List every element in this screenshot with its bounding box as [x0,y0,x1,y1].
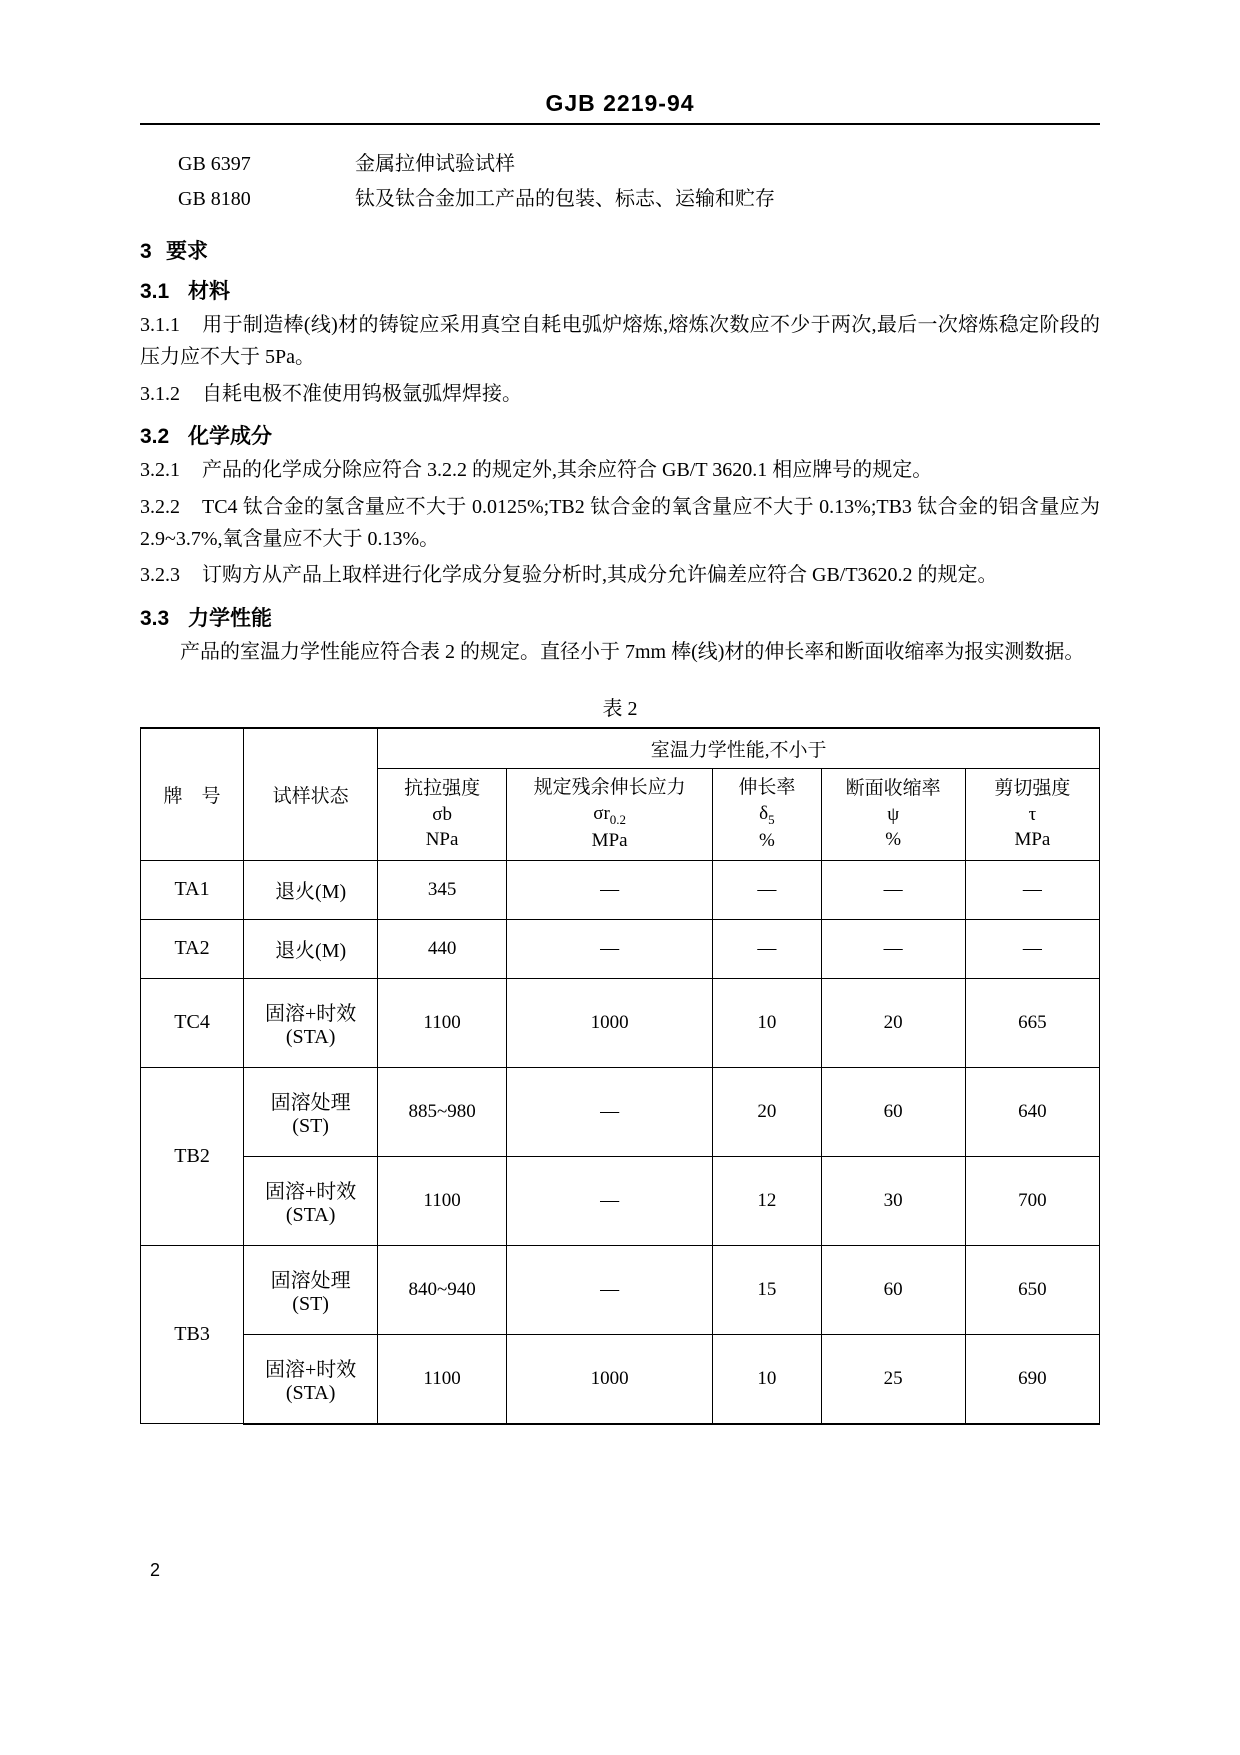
column-header-reduction-unit: % [885,829,902,851]
reference-title: 钛及钛合金加工产品的包装、标志、运输和贮存 [355,188,775,210]
column-header-tensile-name: 抗拉强度 [404,777,481,799]
column-header-state: 试样状态 [244,728,378,860]
table-row [141,919,1100,978]
cell-grade: TA2 [141,919,244,978]
section-title: 材料 [188,280,230,303]
section-title: 化学成分 [188,425,272,449]
cell-elongation: 12 [713,1156,821,1245]
column-header-shear-symbol: τ [1028,803,1037,825]
cell-tensile: 1100 [378,978,507,1067]
column-header-reduction-symbol: ψ [887,803,900,825]
column-header-shear [965,769,1099,861]
cell-tensile: 440 [378,919,507,978]
cell-yield: — [507,1067,713,1156]
section-number: 3.3 [140,606,170,630]
cell-tensile: 1100 [378,1334,507,1424]
cell-shear: 640 [965,1067,1099,1156]
cell-shear: 650 [965,1245,1099,1334]
cell-elongation: 10 [713,978,821,1067]
column-header-reduction [821,769,965,861]
cell-reduction: 60 [821,1067,965,1156]
cell-reduction: — [821,919,965,978]
reference-code: GB 6397 [178,153,251,175]
column-header-grade: 牌 号 [141,728,244,860]
column-header-shear-name: 剪切强度 [994,777,1071,799]
table-row [141,1334,1100,1424]
cell-yield: — [507,1245,713,1334]
cell-state: 固溶+时效 (STA) [244,978,378,1067]
list-item [140,182,1100,217]
clause-number: 3.2.3 [140,564,180,587]
cell-state: 固溶+时效 (STA) [244,1334,378,1424]
cell-tensile: 1100 [378,1156,507,1245]
paragraph-3-1-2 [140,378,1100,410]
section-heading-3 [140,235,1100,265]
cell-tensile: 345 [378,860,507,919]
cell-shear: — [965,860,1099,919]
cell-grade: TB2 [141,1067,244,1245]
cell-yield: 1000 [507,1334,713,1424]
cell-elongation: 10 [713,1334,821,1424]
page-number: 2 [150,1560,161,1580]
cell-reduction: 25 [821,1334,965,1424]
cell-state: 退火(M) [244,860,378,919]
paragraph-3-2-3 [140,559,1100,591]
page-content [140,90,1100,1425]
cell-grade: TB3 [141,1245,244,1424]
clause-number: 3.2.2 [140,495,180,518]
section-heading-3-1 [140,275,1100,305]
section-number: 3.2 [140,425,170,449]
cell-elongation: 15 [713,1245,821,1334]
clause-number: 3.1.1 [140,314,180,336]
cell-elongation: — [713,919,821,978]
clause-text: 用于制造棒(线)材的铸锭应采用真空自耗电弧炉熔炼,熔炼次数应不少于两次,最后一次熔炼稳定阶段的压力应不大于 5Pa。 [140,314,1100,369]
cell-state: 退火(M) [244,919,378,978]
section-title: 力学性能 [188,606,272,630]
cell-grade: TA1 [141,860,244,919]
paragraph-3-2-2 [140,491,1100,556]
column-header-yield-name: 规定残余伸长应力 [533,777,686,799]
section-heading-3-3 [140,602,1100,632]
reference-code: GB 8180 [178,188,251,210]
table-row [141,1067,1100,1156]
cell-shear: 690 [965,1334,1099,1424]
cell-state: 固溶+时效 (STA) [244,1156,378,1245]
cell-elongation: 20 [713,1067,821,1156]
cell-shear: 665 [965,978,1099,1067]
cell-elongation: — [713,860,821,919]
cell-yield: — [507,1156,713,1245]
section-number: 3.1 [140,280,170,303]
paragraph-3-2-1 [140,454,1100,486]
clause-text: TC4 钛合金的氢含量应不大于 0.0125%;TB2 钛合金的氧含量应不大于 0.13%;TB3 钛合金的铝含量应为 2.9~3.7%,氧含量应不大于 0.13%。 [140,495,1100,550]
column-header-reduction-name: 断面收缩率 [845,777,941,799]
cell-yield: — [507,860,713,919]
clause-text: 产品的化学成分除应符合 3.2.2 的规定外,其余应符合 GB/T 3620.1 相应牌号的规定。 [202,459,933,482]
paragraph-3-3-body: 产品的室温力学性能应符合表 2 的规定。直径小于 7mm 棒(线)材的伸长率和断面收缩率为报实测数据。 [180,640,1085,663]
clause-number: 3.1.2 [140,382,180,405]
column-header-tensile-symbol: σb [432,803,452,825]
cell-reduction: 60 [821,1245,965,1334]
column-header-yield-symbol: $\sigma r_{0.2}$ [593,802,627,827]
header-divider [140,123,1100,125]
clause-text: 自耗电极不准使用钨极氩弧焊焊接。 [202,382,522,405]
column-header-shear-unit: MPa [1014,829,1051,851]
table-row [141,978,1100,1067]
column-group-header: 室温力学性能,不小于 [378,728,1100,769]
table-row [141,1156,1100,1245]
column-header-elongation-name: 伸长率 [738,777,796,799]
section-heading-3-2 [140,420,1100,450]
column-header-yield-unit: MPa [591,830,628,852]
paragraph-3-1-1 [140,309,1100,374]
cell-yield: — [507,919,713,978]
cell-reduction: 20 [821,978,965,1067]
column-header-yield [507,769,713,861]
column-header-tensile-unit: NPa [425,829,459,851]
mechanical-properties-table [140,727,1100,1425]
cell-tensile: 840~940 [378,1245,507,1334]
section-title: 要求 [166,240,208,263]
cell-reduction: — [821,860,965,919]
cell-state: 固溶处理 (ST) [244,1245,378,1334]
section-number: 3 [140,240,152,263]
reference-title: 金属拉伸试验试样 [355,153,515,175]
cell-shear: — [965,919,1099,978]
column-header-elongation [713,769,821,861]
table-header-row [141,728,1100,769]
column-header-elongation-symbol: $\delta_5$ [759,802,775,827]
cell-state: 固溶处理 (ST) [244,1067,378,1156]
document-number: GJB 2219-94 [545,90,695,116]
table-caption: 表 2 [602,698,638,721]
reference-list [140,147,1100,217]
cell-grade: TC4 [141,978,244,1067]
column-header-tensile [378,769,507,861]
column-header-elongation-unit: % [758,830,775,852]
clause-text: 订购方从产品上取样进行化学成分复验分析时,其成分允许偏差应符合 GB/T3620.2 的规定。 [202,564,998,587]
cell-yield: 1000 [507,978,713,1067]
list-item [140,147,1100,182]
table-row [141,1245,1100,1334]
clause-number: 3.2.1 [140,459,180,482]
cell-reduction: 30 [821,1156,965,1245]
table-row [141,860,1100,919]
cell-tensile: 885~980 [378,1067,507,1156]
cell-shear: 700 [965,1156,1099,1245]
